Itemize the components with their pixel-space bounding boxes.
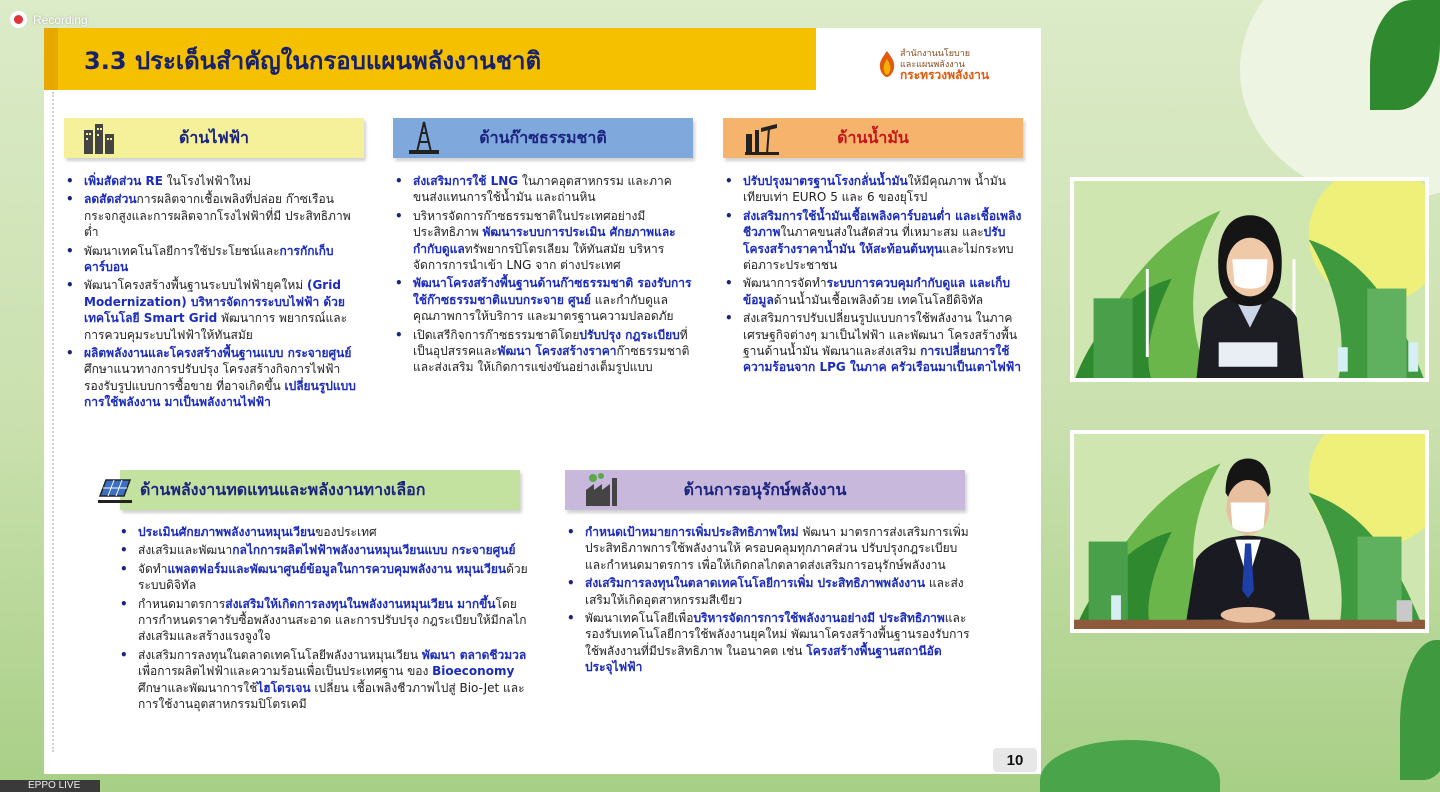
bullet-text: ส่งเสริมการปรับเปลี่ยนรูปแบบการใช้พลังงาน ในภาคเศรษฐกิจต่างๆ มาเป็นไฟฟ้า และพัฒนา โครงสร้างพื้นฐานด้านน้ำมัน พัฒนาและส่งเสริม [743,311,1018,359]
highlighted-text: โครงสร้างพื้นฐานสถานีอัดประจุไฟฟ้า [585,643,942,675]
bullet-text: และไม่กระทบต่อภาระประชาชน [743,241,1014,273]
solar-panel-icon [96,472,134,508]
bullet-item [393,327,693,376]
highlighted-text: กำหนดเป้าหมายการเพิ่มประสิทธิภาพใหม่ [585,525,799,539]
bullet-text: โดยการกำหนดราคารับซื้อพลังงานสะอาด และการปรับปรุง กฎระเบียบให้มีกลไกส่งเสริมและสร้างแรงจูงใจ [138,596,527,644]
section-header-renewable [120,470,520,510]
bullet-item [118,542,528,558]
bullet-text: จัดทำ [138,561,168,576]
section-title-electricity: ด้านไฟฟ้า [179,127,249,147]
highlighted-text: ระบบการควบคุมกำกับดูแล และเก็บข้อมูล [743,276,1010,307]
video-feed-presenter-2 [1074,434,1425,632]
video-feed-presenter-1 [1074,181,1425,381]
bullet-text: เพื่อการผลิตไฟฟ้าและความร้อนเพื่อเป็นประเทศฐาน ของ [138,664,433,679]
bullet-text: ด้วยระบบดิจิทัล [138,561,528,593]
bullet-item [723,275,1023,308]
bullet-text: เปิดเสรีกิจการก๊าซธรรมชาติโดย [413,327,580,342]
bullet-item [723,208,1023,274]
section-header-oil [723,118,1023,158]
bullet-text: ในภาคขนส่งในสัดส่วน ที่เหมาะสม และ [780,225,984,240]
bullet-item [393,173,693,206]
logo-text-line1: สำนักงานนโยบาย [900,49,971,59]
bullet-text: และกำกับดูแลคุณภาพการให้บริการ และมาตรฐานความปลอดภัย [413,292,674,324]
bullet-text: ที่เป็นอุปสรรคและ [413,327,688,359]
highlighted-text: พัฒนา ตลาดชีวมวล [421,647,527,662]
bullet-item [565,610,975,676]
section-title-renewable: ด้านพลังงานทดแทนและพลังงานทางเลือก [140,479,426,499]
logo-text-line2: และแผนพลังงาน [900,60,965,70]
highlighted-text: ประเมินศักยภาพพลังงานหมุนเวียน [138,525,316,539]
section-title-conservation: ด้านการอนุรักษ์พลังงาน [683,479,847,499]
slide-title-bar [44,28,816,90]
presentation-slide [44,28,1041,774]
bullet-text: เปลี่ยน เชื้อเพลิงชีวภาพไปสู่ Bio-Jet และการใช้งานอุตสาหกรรมปิโตรเคมี [138,680,525,712]
page-number: 10 [993,748,1037,772]
recording-indicator [10,11,88,28]
slide-title: 3.3 ประเด็นสำคัญในกรอบแผนพลังงานชาติ [84,47,542,75]
bullet-text: และรองรับเทคโนโลยีการใช้พลังงานยุคใหม่ พัฒนาโครงสร้างพื้นฐานรองรับการใช้พลังงานที่มีประสิทธิภาพ ในอนาคต เช่น [585,611,970,658]
natural-gas-bullets [393,173,693,378]
bullet-text: กำหนดมาตรการ [138,596,226,611]
bullet-item [118,524,528,540]
bullet-text: ส่งเสริมการลงทุนในตลาดเทคโนโลยีพลังงานหมุนเวียน [138,647,422,662]
bullet-text: พัฒนาการ พยากรณ์และการควบคุมระบบไฟฟ้าให้ทันสมัย [84,311,348,342]
oil-bullets [723,173,1023,378]
highlighted-text: ปรับปรุง กฎระเบียบ [579,327,680,342]
highlighted-text: พัฒนาระบบการประเมิน ศักยภาพและกำกับดูแล [413,225,676,256]
power-plant-icon [80,120,118,156]
participant-video-1[interactable] [1070,177,1429,382]
bullet-item [565,575,975,608]
bullet-text: ทรัพยากรปิโตรเลียม ให้ทันสมัย บริหารจัดการการนำเข้า LNG จาก ต่างประเทศ [413,241,665,273]
bullet-text: พัฒนาการจัดทำ [743,276,827,291]
highlighted-text: การกักเก็บ คาร์บอน [84,243,334,275]
highlighted-text: ปรับปรุงมาตรฐานโรงกลั่นน้ำมัน [743,174,908,188]
bullet-text: ศึกษาและพัฒนาการใช้ [138,680,258,695]
bg-leaf-decor [1400,640,1440,780]
bullet-text: พัฒนาเทคโนโลยีเพื่อ [585,611,694,626]
highlighted-text: ไฮโดรเจน [257,680,311,695]
section-header-conservation [565,470,965,510]
highlighted-text: Bioeconomy [432,664,515,679]
bullet-text: ก๊าซธรรมชาติ และส่งเสริม ให้เกิดการแข่งขันอย่างเต็มรูปแบบ [413,344,690,375]
bullet-text: พัฒนาเทคโนโลยีการใช้ประโยชน์และ [84,243,280,258]
highlighted-text: ส่งเสริมให้เกิดการลงทุนในพลังงานหมุนเวียน มากขึ้น [225,596,496,611]
bullet-item [64,243,364,276]
green-factory-icon [583,472,621,508]
bullet-text: การผลิตจากเชื้อเพลิงที่ปล่อย ก๊าซเรือนกระจกสูงและการผลิตจากโรงไฟฟ้าที่มี ประสิทธิภาพต่ำ [84,192,351,240]
renewable-bullets [118,524,528,714]
section-title-oil: ด้านน้ำมัน [837,127,909,147]
bullet-text: ในภาคอุตสาหกรรม และภาคขนส่งแทนการใช้น้ำมัน และถ่านหิน [413,174,672,205]
bullet-text: ส่งเสริมและพัฒนา [138,543,233,558]
bullet-item [118,596,528,645]
highlighted-text: บริหารจัดการการใช้พลังงานอย่างมี ประสิทธิภาพ [693,611,945,626]
bullet-text: พัฒนาโครงสร้างพื้นฐานระบบไฟฟ้ายุคใหม่ [84,278,307,293]
electricity-bullets [64,173,364,413]
highlighted-text: การเปลี่ยนการใช้ความร้อนจาก LPG ในภาค ครัวเรือนมาเป็นเตาไฟฟ้า [743,344,1022,375]
participant-video-2[interactable] [1070,430,1429,633]
bullet-item [64,173,364,189]
bullet-item [393,275,693,324]
bullet-text: ของประเทศ [315,525,377,539]
bullet-item [723,173,1023,206]
recording-label: Recording [33,12,88,27]
section-title-natural-gas: ด้านก๊าซธรรมชาติ [479,127,607,147]
oil-pump-icon [743,120,781,156]
bullet-item [565,524,975,573]
highlighted-text: ปรับโครงสร้างราคาน้ำมัน ให้สะท้อนต้นทุน [743,225,1006,256]
highlighted-text: ส่งเสริมการใช้น้ำมันเชื้อเพลิงคาร์บอนต่ำ และเชื้อเพลิงชีวภาพ [743,208,1022,240]
gas-rig-icon [405,120,443,156]
highlighted-text: ส่งเสริมการลงทุนในตลาดเทคโนโลยีการเพิ่ม ประสิทธิภาพพลังงาน [585,576,926,591]
section-header-electricity [64,118,364,158]
bullet-text: บริหารจัดการก๊าซธรรมชาติในประเทศอย่างมี ประสิทธิภาพ [413,208,646,240]
bullet-item [393,208,693,274]
bullet-item [64,345,364,411]
logo-text-line3: กระทรวงพลังงาน [900,68,990,82]
dotted-divider [52,92,54,752]
record-icon [10,11,27,28]
highlighted-text: พัฒนา โครงสร้างราคา [497,344,617,359]
highlighted-text: ส่งเสริมการใช้ LNG [413,174,519,188]
bullet-item [64,277,364,343]
highlighted-text: กลไกการผลิตไฟฟ้าพลังงานหมุนเวียนแบบ กระจายศูนย์ [232,543,516,558]
bullet-text: พัฒนา มาตรการส่งเสริมการเพิ่มประสิทธิภาพการใช้พลังงานให้ ครอบคลุมทุกภาคส่วน ปรับปรุงกฎระเบียบและกำหนดมาตรการ เพื่อให้เกิดกลไกตลาดส่งเสริมการอนุรักษ์พลังงาน [585,525,969,572]
bullet-item [118,561,528,594]
highlighted-text: ผลิตพลังงานและโครงสร้างพื้นฐานแบบ กระจายศูนย์ [84,346,352,361]
bullet-item [723,310,1023,376]
bg-leaf-decor [1040,740,1220,792]
bottom-source-tag: EPPO LIVE [0,780,100,792]
conservation-bullets [565,524,975,678]
highlighted-text: ลดสัดส่วน [84,192,137,207]
bullet-text: ด้านน้ำมันเชื้อเพลิงด้วย เทคโนโลยีดิจิทัล [773,292,984,307]
highlighted-text: แพลตฟอร์มและพัฒนาศูนย์ข้อมูลในการควบคุมพลังงาน หมุนเวียน [167,561,507,576]
highlighted-text: เปลี่ยนรูปแบบการใช้พลังงาน มาเป็นพลังงานไฟฟ้า [84,378,356,410]
bullet-text: และส่งเสริมให้เกิดอุตสาหกรรมสีเขียว [585,576,964,607]
bullet-item [118,647,528,713]
bullet-item [64,191,364,240]
title-bar-accent [44,28,58,90]
highlighted-text: (Grid Modernization) บริหารจัดการระบบไฟฟ้า ด้วยเทคโนโลยี Smart Grid [84,278,345,326]
ministry-logo [876,44,1026,84]
highlighted-text: เพิ่มสัดส่วน RE [84,174,163,188]
flame-logo-icon [876,50,898,78]
bullet-text: ให้มีคุณภาพ น้ำมันเทียบเท่า EURO 5 และ 6 ของยุโรป [743,174,1006,205]
bullet-text: ศึกษาแนวทางการปรับปรุง โครงสร้างกิจการไฟฟ้ารองรับรูปแบบการซื้อขาย ที่อาจเกิดขึ้น [84,362,341,393]
section-header-natural-gas [393,118,693,158]
bullet-text: ในโรงไฟฟ้าใหม่ [162,174,251,188]
highlighted-text: พัฒนาโครงสร้างพื้นฐานด้านก๊าซธรรมชาติ รองรับการใช้ก๊าซธรรมชาติแบบกระจาย ศูนย์ [413,276,692,307]
